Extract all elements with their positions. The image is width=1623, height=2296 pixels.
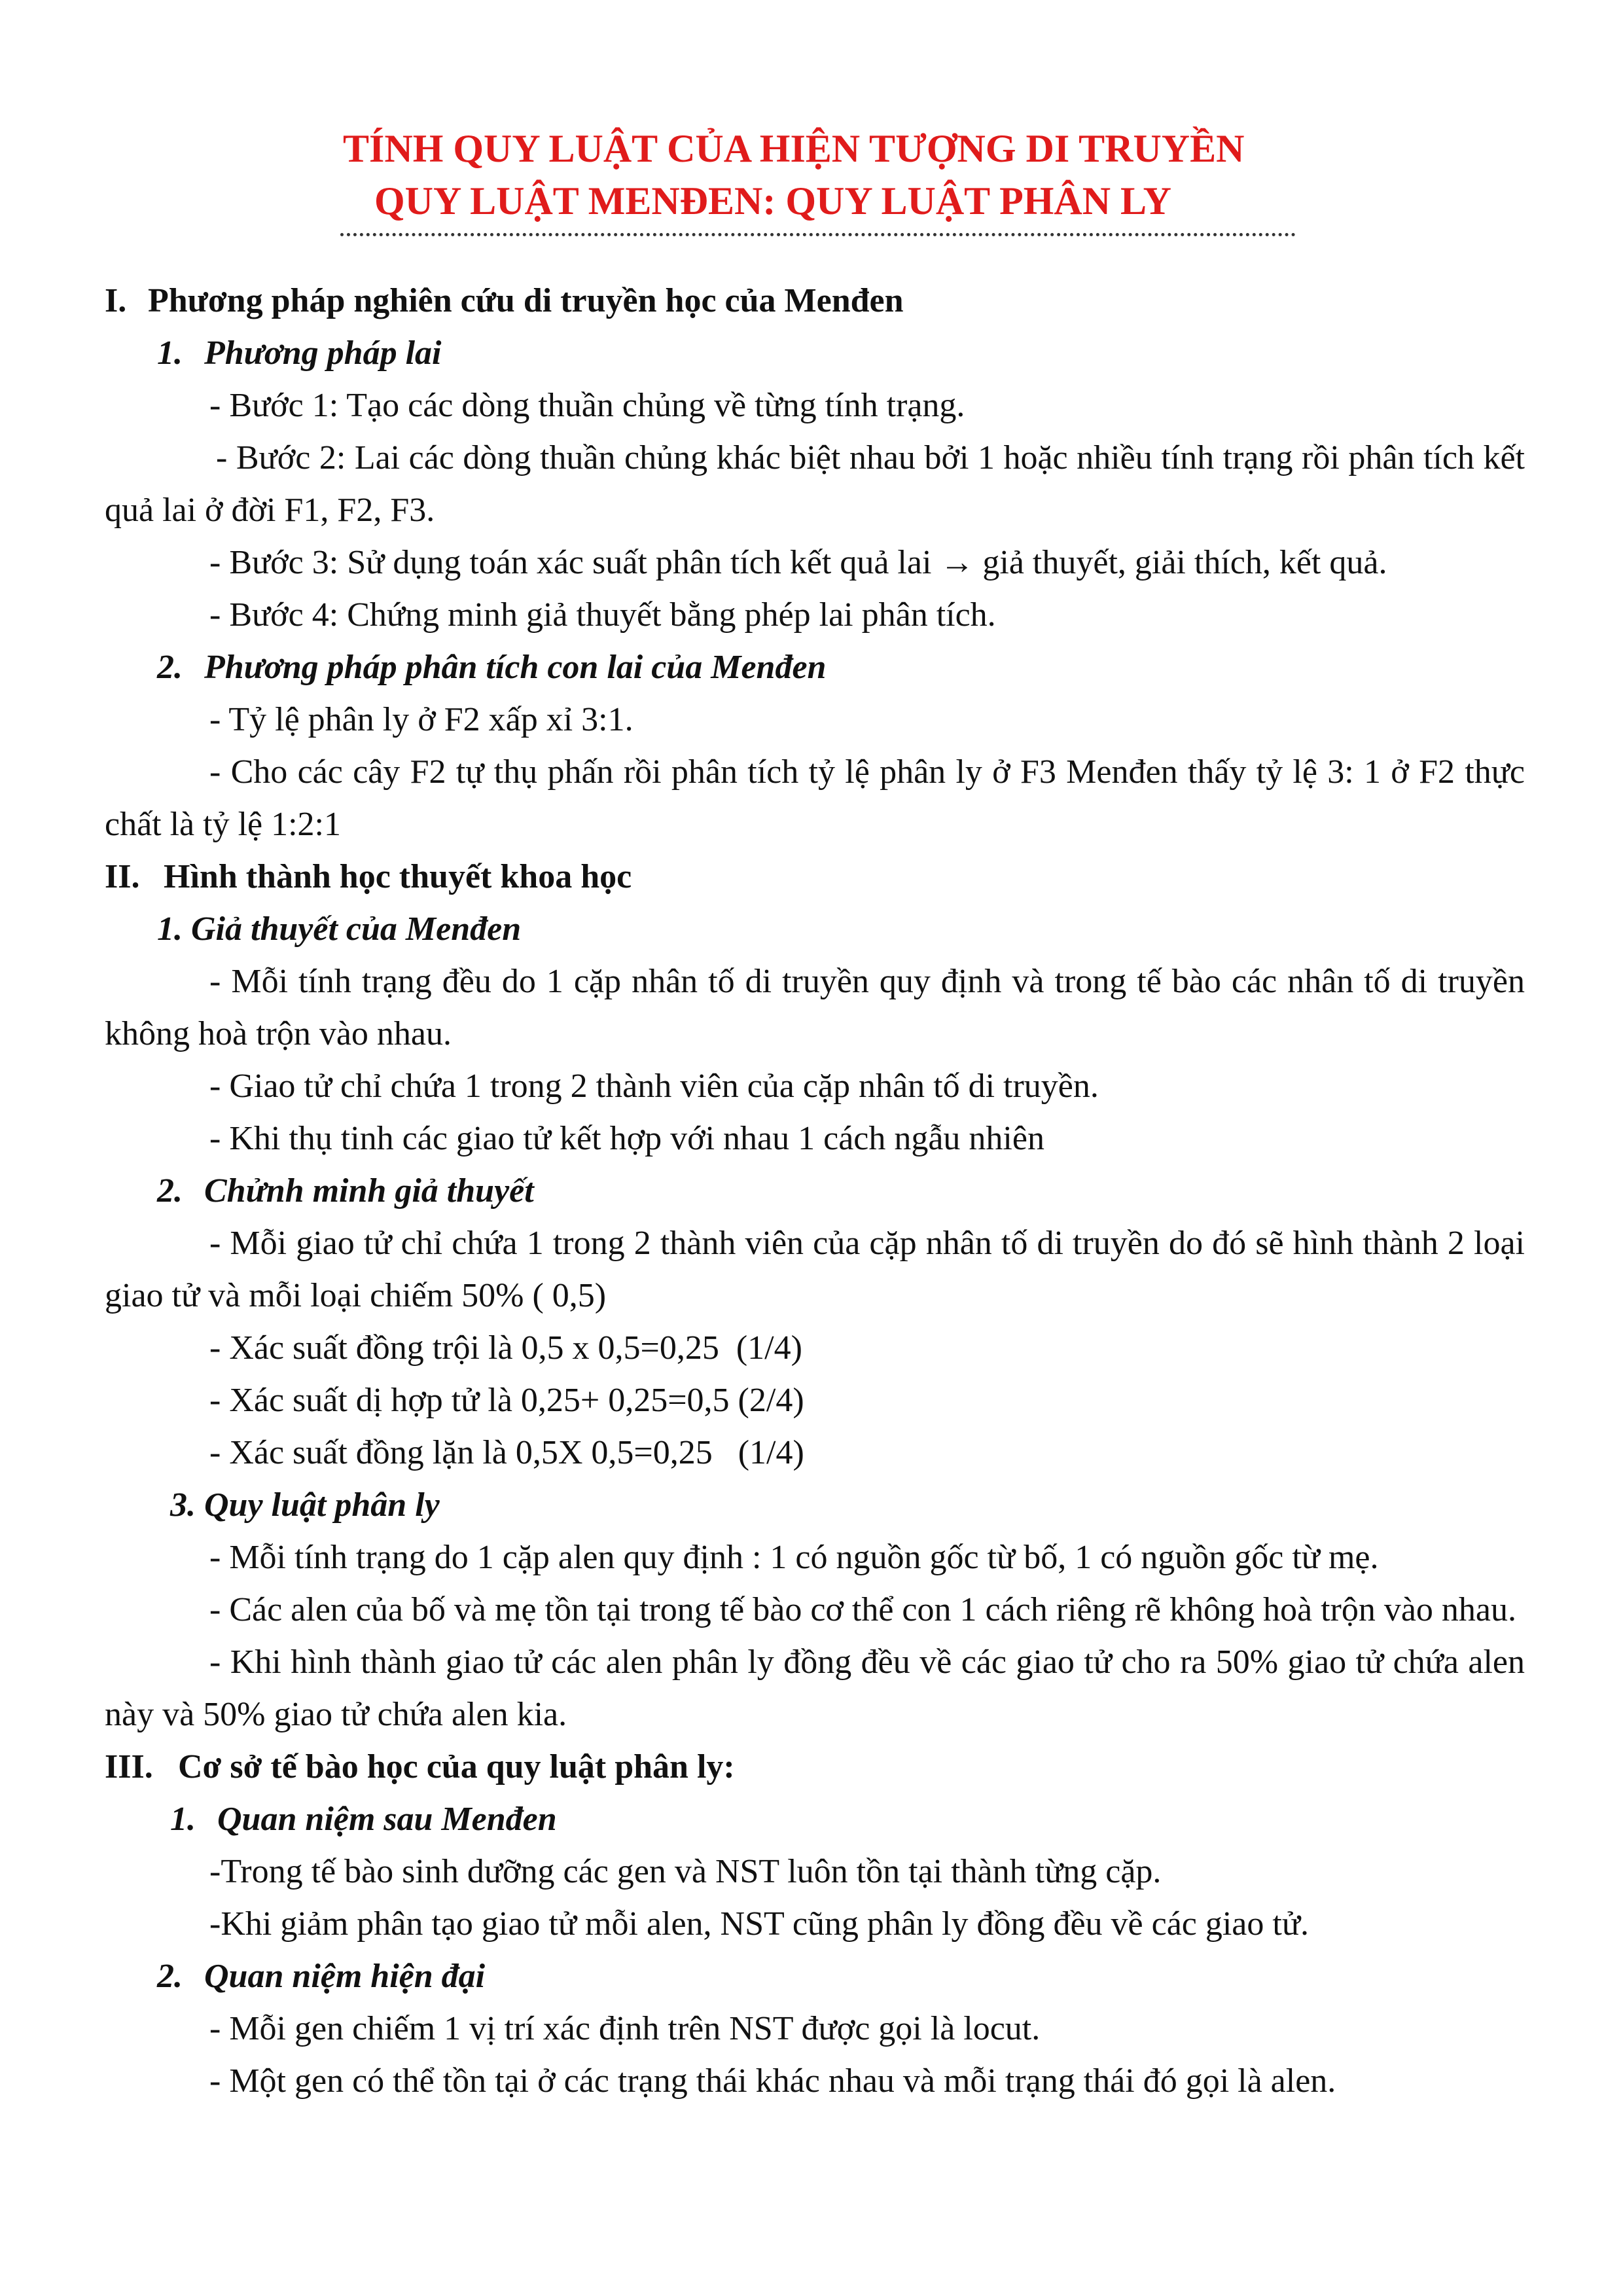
section-number: III. — [105, 1748, 153, 1785]
section-title: Phương pháp nghiên cứu di truyền học của Menđen — [148, 282, 904, 319]
paragraph: - Tỷ lệ phân ly ở F2 xấp xỉ 3:1. — [209, 701, 633, 738]
subsection-heading-3-2 — [105, 1950, 1525, 2003]
subsection-number: 2. — [157, 649, 183, 686]
paragraph: - Các alen của bố và mẹ tồn tại trong tế bào cơ thể con 1 cách riêng rẽ không hoà trộn vào nhau. — [209, 1591, 1516, 1628]
subsection-heading-2-1: 1. Giả thuyết của Menđen — [157, 910, 522, 948]
paragraph: - Bước 4: Chứng minh giả thuyết bằng phép lai phân tích. — [209, 596, 996, 634]
subsection-number: 2. — [157, 1958, 183, 1995]
subsection-heading-1-1 — [105, 327, 1525, 380]
paragraph: -Khi giảm phân tạo giao tử mỗi alen, NST cũng phân ly đồng đều về các giao tử. — [209, 1905, 1310, 1943]
paragraph: - Mỗi tính trạng đều do 1 cặp nhân tố di truyền quy định và trong tế bào các nhân tố di truyền không hoà trộn vào nhau. — [105, 963, 1525, 1052]
subsection-heading-1-2 — [105, 641, 1525, 694]
title-divider — [340, 233, 1296, 236]
document-body — [105, 275, 1525, 2108]
section-title: Cơ sở tế bào học của quy luật phân ly: — [178, 1748, 735, 1785]
section-title: Hình thành học thuyết khoa học — [164, 858, 632, 895]
subsection-title: Quan niệm hiện đại — [204, 1958, 486, 1995]
paragraph: -Trong tế bào sinh dưỡng các gen và NST luôn tồn tại thành từng cặp. — [209, 1853, 1162, 1890]
paragraph: - Cho các cây F2 tự thụ phấn rồi phân tích tỷ lệ phân ly ở F3 Menđen thấy tỷ lệ 3: 1 ở F2 thực chất là tỷ lệ 1:2:1 — [105, 753, 1525, 843]
paragraph: - Bước 3: Sử dụng toán xác suất phân tích kết quả lai → giả thuyết, giải thích, kết quả. — [209, 544, 1387, 581]
subsection-title: Quan niệm sau Menđen — [217, 1801, 557, 1838]
subsection-title: Phương pháp lai — [204, 334, 442, 372]
paragraph: - Bước 1: Tạo các dòng thuần chủng về từng tính trạng. — [209, 387, 965, 424]
subsection-heading-2-3: 3. Quy luật phân ly — [170, 1486, 440, 1524]
section-number: I. — [105, 282, 127, 319]
subsection-title: Chửnh minh giả thuyết — [204, 1172, 534, 1210]
paragraph: - Khi hình thành giao tử các alen phân ly đồng đều về các giao tử cho ra 50% giao tử chứa alen này và 50% giao tử chứa alen kia. — [105, 1643, 1525, 1733]
paragraph: - Xác suất đồng trội là 0,5 x 0,5=0,25 (1/4) — [209, 1329, 802, 1367]
paragraph: - Xác suất đồng lặn là 0,5X 0,5=0,25 (1/4) — [209, 1434, 804, 1471]
subsection-title: Phương pháp phân tích con lai của Menđen — [204, 649, 827, 686]
subsection-number: 1. — [170, 1801, 196, 1838]
paragraph: - Một gen có thể tồn tại ở các trạng thái khác nhau và mỗi trạng thái đó gọi là alen. — [209, 2062, 1336, 2100]
paragraph: - Mỗi gen chiếm 1 vị trí xác định trên NST được gọi là locut. — [209, 2010, 1041, 2047]
subsection-number: 1. — [157, 334, 183, 372]
section-heading-1 — [105, 275, 1525, 327]
paragraph: - Xác suất dị hợp tử là 0,25+ 0,25=0,5 (2/4) — [209, 1382, 804, 1419]
section-number: II. — [105, 858, 140, 895]
title-line-2: QUY LUẬT MENĐEN: QUY LUẬT PHÂN LY — [374, 179, 1171, 223]
subsection-heading-3-1 — [105, 1793, 1525, 1846]
subsection-heading-2-2 — [105, 1165, 1525, 1217]
title-line-1: TÍNH QUY LUẬT CỦA HIỆN TƯỢNG DI TRUYỀN — [343, 127, 1245, 170]
section-heading-3 — [105, 1741, 1525, 1793]
subsection-number: 2. — [157, 1172, 183, 1210]
paragraph: - Giao tử chỉ chứa 1 trong 2 thành viên của cặp nhân tố di truyền. — [209, 1067, 1099, 1105]
section-heading-2 — [105, 851, 1525, 903]
paragraph: - Bước 2: Lai các dòng thuần chủng khác biệt nhau bởi 1 hoặc nhiều tính trạng rồi phân tích kết quả lai ở đời F1, F2, F3. — [105, 439, 1525, 529]
paragraph: - Mỗi giao tử chỉ chứa 1 trong 2 thành viên của cặp nhân tố di truyền do đó sẽ hình thành 2 loại giao tử và mỗi loại chiếm 50% ( 0,5) — [105, 1225, 1525, 1314]
paragraph: - Khi thụ tinh các giao tử kết hợp với nhau 1 cách ngẫu nhiên — [209, 1120, 1044, 1157]
paragraph: - Mỗi tính trạng do 1 cặp alen quy định : 1 có nguồn gốc từ bố, 1 có nguồn gốc từ mẹ. — [209, 1539, 1379, 1576]
